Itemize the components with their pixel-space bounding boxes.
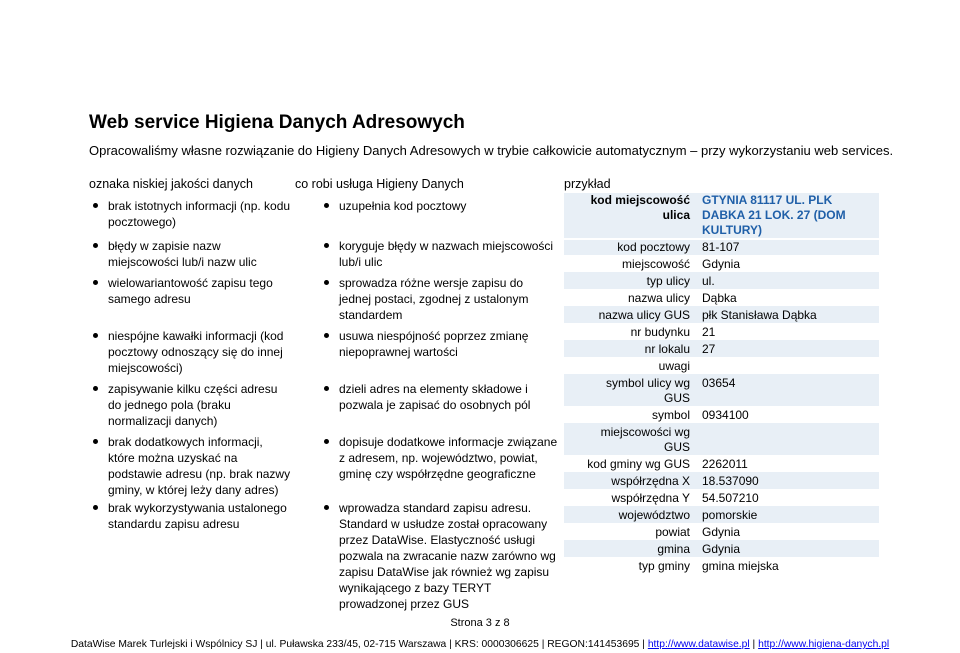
example-value: płk Stanisława Dąbka	[696, 306, 879, 323]
example-key: nr lokalu	[564, 340, 696, 357]
table-row	[564, 472, 879, 489]
list-item: brak dodatkowych informacji, które można uzyskać na podstawie adresu (np. brak nazwy gminy, w której leży dany adres)	[92, 434, 292, 500]
table-row	[564, 272, 879, 289]
table-row	[564, 255, 879, 272]
example-key: nazwa ulicy	[627, 291, 690, 305]
example-value: Gdynia	[696, 540, 879, 557]
header-solutions: co robi usługa Higieny Danych	[295, 177, 464, 191]
example-value: 03654	[696, 374, 879, 406]
example-value: Dąbka	[702, 291, 737, 305]
example-key: typ gminy	[638, 559, 690, 573]
header-example: przykład	[564, 177, 611, 191]
example-value: gmina miejska	[702, 559, 779, 573]
table-row	[564, 240, 879, 255]
list-item: sprowadza różne wersje zapisu do jednej postaci, zgodnej z ustalonym standardem	[323, 275, 558, 328]
example-key: kod pocztowy	[564, 240, 696, 255]
table-row	[564, 357, 879, 374]
example-value: 2262011	[702, 457, 748, 471]
list-item: wprowadza standard zapisu adresu. Standard w usłudze został opracowany przez DataWise. Elastyczność usługi pozwala na zwracanie nazw zarówno wg zapisu DataWise jak również wg zapisu wynikającego z bazy TERYT prowadzonej przez GUS	[323, 500, 558, 612]
example-key: uwagi	[658, 359, 690, 373]
example-value: GTYNIA 81117 UL. PLK DABKA 21 LOK. 27 (DOM KULTURY)	[696, 193, 879, 238]
example-value: 54.507210	[702, 491, 759, 505]
example-value: 27	[696, 340, 879, 357]
example-key: miejscowość	[621, 257, 690, 271]
example-value	[696, 357, 879, 374]
example-value	[696, 423, 879, 455]
footer-regon: REGON:141453695	[547, 639, 640, 650]
table-row	[564, 423, 879, 455]
example-value: 21	[702, 325, 716, 339]
table-row	[564, 489, 879, 506]
list-item: usuwa niespójność poprzez zmianę niepoprawnej wartości	[323, 328, 558, 381]
list-item: niespójne kawałki informacji (kod pocztowy odnoszący się do innej miejscowości)	[92, 328, 292, 381]
table-row	[564, 340, 879, 357]
list-item: dzieli adres na elementy składowe i pozwala je zapisać do osobnych pól	[323, 381, 558, 434]
list-item: uzupełnia kod pocztowy	[323, 198, 558, 238]
page-number: Strona 3 z 8	[450, 617, 510, 629]
solutions-column	[323, 198, 558, 612]
example-key: symbol	[651, 408, 690, 422]
example-value: 18.537090	[696, 472, 879, 489]
footer: DataWise Marek Turlejski i Wspólnicy SJ | ul. Puławska 233/45, 02-715 Warszawa | KRS: 0000306625 | REGON:141453695 | http://www.datawise.pl | http://www.higiena-danych.pl	[70, 639, 890, 650]
table-row	[564, 455, 879, 472]
table-row	[564, 306, 879, 323]
table-row	[564, 506, 879, 523]
example-value: 0934100	[702, 408, 749, 422]
page-title: Web service Higiena Danych Adresowych	[89, 112, 465, 133]
table-row	[564, 406, 879, 423]
example-key: symbol ulicy wg GUS	[564, 374, 696, 406]
footer-address: ul. Puławska 233/45, 02-715 Warszawa	[265, 639, 447, 650]
example-key: miejscowości wg GUS	[564, 423, 696, 455]
example-key: kod miejscowość ulica	[564, 193, 696, 238]
table-row	[564, 557, 879, 574]
example-key: współrzędna X	[564, 472, 696, 489]
table-row	[564, 374, 879, 406]
table-row	[564, 523, 879, 540]
list-item: zapisywanie kilku części adresu do jednego pola (braku normalizacji danych)	[92, 381, 292, 434]
example-value: Gdynia	[702, 257, 741, 271]
example-key: nr budynku	[630, 325, 690, 339]
example-key: współrzędna Y	[611, 491, 690, 505]
table-row	[564, 289, 879, 306]
example-value: Gdynia	[702, 525, 741, 539]
header-problems: oznaka niskiej jakości danych	[89, 177, 253, 191]
list-item: brak istotnych informacji (np. kodu pocztowego)	[92, 198, 292, 238]
example-key: typ ulicy	[564, 272, 696, 289]
list-item: wielowariantowość zapisu tego samego adresu	[92, 275, 292, 328]
footer-krs: KRS: 0000306625	[454, 639, 539, 650]
table-row	[564, 323, 879, 340]
example-value: ul.	[696, 272, 879, 289]
example-key: nazwa ulicy GUS	[564, 306, 696, 323]
table-row	[564, 193, 879, 238]
example-value: pomorskie	[696, 506, 879, 523]
list-item: dopisuje dodatkowe informacje związane z adresem, np. województwo, powiat, gminę czy współrzędne geograficzne	[323, 434, 558, 500]
table-row	[564, 540, 879, 557]
footer-link-datawise[interactable]: http://www.datawise.pl	[647, 639, 750, 650]
list-item: koryguje błędy w nazwach miejscowości lub/i ulic	[323, 238, 558, 275]
example-key: województwo	[564, 506, 696, 523]
example-value: 81-107	[696, 240, 879, 255]
example-key: gmina	[564, 540, 696, 557]
problems-column	[92, 198, 292, 532]
footer-company: DataWise Marek Turlejski i Wspólnicy SJ	[70, 639, 258, 650]
footer-link-higiena[interactable]: http://www.higiena-danych.pl	[758, 639, 890, 650]
list-item: błędy w zapisie nazw miejscowości lub/i nazw ulic	[92, 238, 292, 275]
list-item: brak wykorzystywania ustalonego standardu zapisu adresu	[92, 500, 292, 532]
intro-text: Opracowaliśmy własne rozwiązanie do Higieny Danych Adresowych w trybie całkowicie automatycznym – przy wykorzystaniu web services.	[89, 143, 894, 158]
example-table	[564, 193, 879, 574]
example-key: powiat	[655, 525, 690, 539]
example-key: kod gminy wg GUS	[587, 457, 690, 471]
